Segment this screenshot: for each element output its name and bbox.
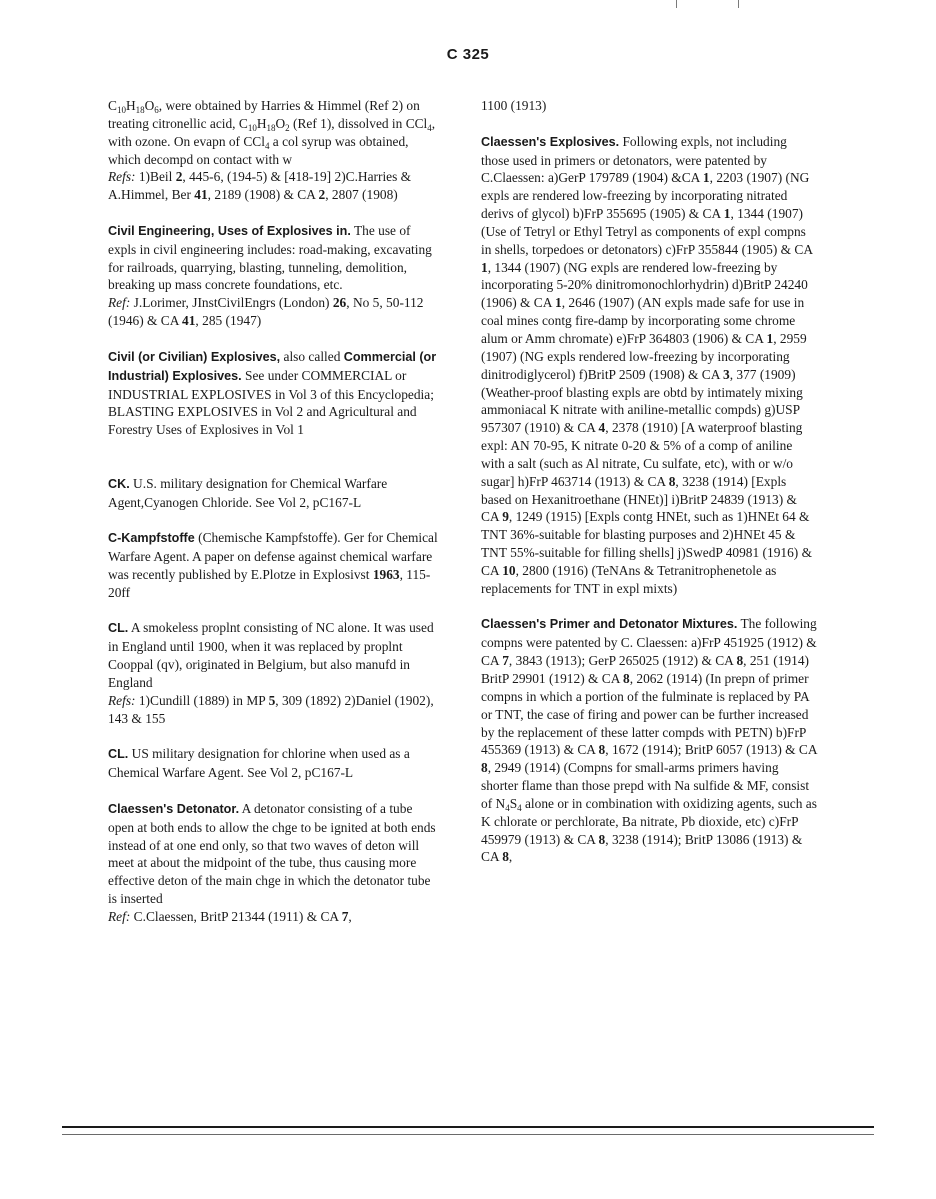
entry-heading: Civil Engineering, Uses of Explosives in. (108, 223, 351, 238)
entry-c-kampfstoffe: C-Kampfstoffe (Chemische Kampfstoffe). Ger for Chemical Warfare Agent. A paper on defense against chemical warfare was recently published by E.Plotze in Explosivst 1963, 115-20ff (108, 530, 438, 600)
footer-rule (62, 1126, 874, 1128)
footer-rule-thin (62, 1134, 874, 1135)
entry-heading: Claessen's Explosives. (481, 134, 620, 149)
left-column (108, 97, 440, 926)
entry-ozonide-intro: $C_{10}H_{18}O_6$, were obtained by Harries & Himmel (Ref 2) on treating citronellic acid, $C_{10}H_{18}O_2$ (Ref 1), dissolved in CCl$_4$, with ozone. On evapn of CCl$_4$ a col syrup was obtained, which decompd on contact with w Refs: 1)Beil 2, 445-6, (194-5) & [418-19] 2)C.Harries & A.Himmel, Ber 41, 2189 (1908) & CA 2, 2807 (1908) (108, 98, 436, 203)
entry-heading: Civil (or Civilian) Explosives, (108, 349, 281, 364)
right-column (481, 97, 817, 866)
entry-cl-chlorine: CL. US military designation for chlorine when used as a Chemical Warfare Agent. See Vol 2, pC167-L (108, 746, 410, 781)
entry-ck: CK. U.S. military designation for Chemical Warfare Agent,Cyanogen Chloride. See Vol 2, pC167-L (108, 475, 388, 510)
entry-heading: C-Kampfstoffe (108, 531, 195, 546)
entry-claessens-primer: Claessen's Primer and Detonator Mixtures. The following compns were patented by C. Claessen: a)FrP 451925 (1912) & CA 7, 3843 (1913); GerP 265025 (1912) & CA 8, 251 (1914) BritP 29901 (1912) & CA 8, 2062 (1914) (In prepn of primer compns in which a portion of the fulminate is replaced by PA or TNT, the case of firing and power can be further increased by the replacement of these latter compds with PETN) b)FrP 455369 (1913) & CA 8, 1672 (1914); BritP 6057 (1913) & CA 8, 2949 (1914) (Compns for small-arms primers having shorter flame than those prepd with Na sulfide & MF, consist of $N_4S_4$ alone or in combination with oxidizing agents, such as K chlorate or perchlorate, Ba nitrate, Pb dioxide, etc) c)FrP 459979 (1913) & CA 8, 3238 (1914); BritP 13086 (1913) & CA 8, (481, 616, 817, 865)
refs-label: Refs: (108, 169, 136, 185)
entry-heading: Claessen's Detonator. (108, 801, 240, 816)
entry-heading: CL. (108, 747, 129, 762)
entry-heading: Commercial (or Industrial) Explosives. (108, 349, 437, 383)
ref-label: Ref: (108, 295, 131, 311)
entry-civil-explosives: Civil (or Civilian) Explosives, also called Commercial (or Industrial) Explosives. See under COMMERCIAL or INDUSTRIAL EXPLOSIVES in Vol 3 of this Encyclopedia; BLASTING EXPLOSIVES in Vol 2 and Agricultural and Forestry Uses of Explosives in Vol 1 (108, 348, 437, 438)
entry-heading: CK. (108, 476, 130, 491)
entry-cl-propellant: CL. A smokeless proplnt consisting of NC alone. It was used in England until 1900, when it was replaced by proplnt Cooppal (qv), originated in Belgium, but also manufd in England Refs: 1)Cundill (1889) in MP 5, 309 (1892) 2)Daniel (1902), 143 & 155 (108, 620, 434, 726)
entry-civil-engineering: Civil Engineering, Uses of Explosives in. The use of expls in civil engineering includes: road-making, excavating for railroads, quarrying, blasting, tunneling, demolition, breaking up mass concrete foundations, etc. Ref: J.Lorimer, JInstCivilEngrs (London) 26, No 5, 50-112 (1946) & CA 41, 285 (1947) (108, 222, 432, 329)
entry-heading: CL. (108, 621, 129, 636)
entry-heading: Claessen's Primer and Detonator Mixtures. (481, 617, 738, 632)
scan-mark (738, 0, 739, 8)
entry-claessens-detonator: Claessen's Detonator. A detonator consisting of a tube open at both ends to allow the chge to be ignited at both ends instead of at one end only, so that two waves of deton will meet at about the midpoint of the tube, thus causing more effective deton of the main chge in which the detonator tube is inserted Ref: C.Claessen, BritP 21344 (1911) & CA 7, (108, 800, 436, 924)
refs-label: Refs: (108, 692, 136, 708)
continuation-text: 1100 (1913) (481, 98, 547, 113)
scan-mark (676, 0, 677, 8)
ref-label: Ref: (108, 908, 131, 924)
entry-claessens-explosives: Claessen's Explosives. Following expls, not including those used in primers or detonators, were patented by C.Claessen: a)GerP 179789 (1904) &CA 1, 2203 (1907) (NG expls are rendered low-freezing by incorporating nitrated derivs of glycol) b)FrP 355695 (1905) & CA 1, 1344 (1907) (Use of Tetryl or Ethyl Tetryl as components of expl compns in shells, torpedoes or detonators) c)FrP 355844 (1905) & CA 1, 1344 (1907) (NG expls are rendered low-freezing by incorporating 5-20% dinitromonochlorhydrin) d)BritP 24240 (1906) & CA 1, 2646 (1907) (AN expls made safe for use in coal mines contg fire-damp by incorporating some chrome alum or Amm chromate) e)FrP 364803 (1906) & CA 1, 2959 (1907) (NG expls rendered low-freezing by incorporating dinitrodiglycerol) f)BritP 2509 (1908) & CA 3, 377 (1909) (Weather-proof blasting expls are obtd by intimately mixing ammoniacal K nitrate with aniline-metallic compds) g)USP 957307 (1910) & CA 4, 2378 (1910) [A waterproof blasting expl: AN 70-95, K nitrate 0-20 & 5% of a comp of aniline with a salt (such as Al nitrate, Cu sulfate, etc), with or w/o sugar] h)FrP 463714 (1913) & CA 8, 3238 (1914) [Expls based on Hexanitroethane (HNEt)] i)BritP 24839 (1913) & CA 9, 1249 (1915) [Expls contg HNEt, such as 1)HNEt 64 & TNT 36%-suitable for blasting purposes and 2)HNEt 45 & TNT 55%-suitable for filling shells] j)SwedP 40981 (1916) & CA 10, 2800 (1916) (TeNAns & Tetranitrophenetole as replacements for TNT in expl mixts) (481, 133, 813, 596)
page-number: C 325 (446, 46, 490, 63)
